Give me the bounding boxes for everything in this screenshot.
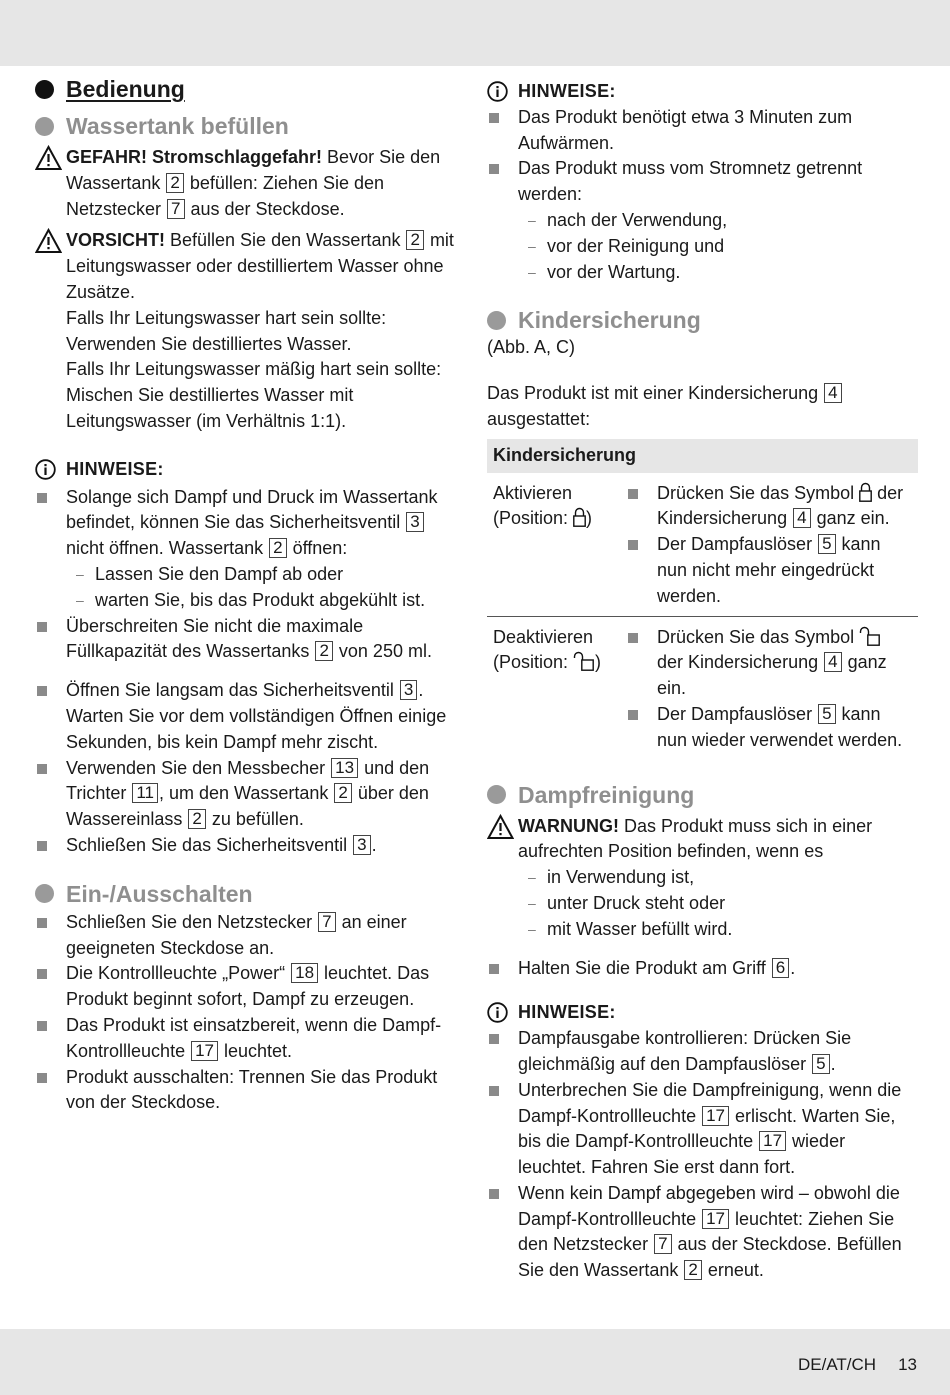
bullet-dot-icon	[35, 80, 54, 99]
ref-number: 3	[400, 680, 417, 700]
list-item: Schließen Sie den Netzstecker 7 an einer geeigneten Steckdose an.	[35, 910, 465, 962]
ref-number: 7	[318, 912, 335, 932]
list-item: Überschreiten Sie nicht die maximale Füllkapazität des Wassertanks 2 von 250 ml.	[35, 614, 465, 666]
list-item: – nach der Verwendung,	[518, 208, 917, 234]
table-row: Aktivieren (Position: ) Drücken Sie das Symbol der Kindersicherung 4 ganz ein. Der Dampfauslöser 5 kann nun nicht mehr eingedrückt werden.	[487, 473, 918, 616]
ref-number: 7	[654, 1234, 671, 1254]
ref-number: 2	[315, 641, 332, 661]
ref-number: 6	[772, 958, 789, 978]
list-item: – vor der Reinigung und	[518, 234, 917, 260]
info-circle-icon	[487, 81, 508, 102]
ref-number: 4	[793, 508, 810, 528]
ref-number: 11	[132, 783, 158, 803]
ref-number: 4	[824, 652, 841, 672]
ref-number: 17	[702, 1106, 729, 1126]
list-item: Wenn kein Dampf abgegeben wird – obwohl die Dampf-Kontrollleuchte 17 leuchtet: Ziehen Sie den Netzstecker 7 aus der Steckdose. Befüllen Sie den Wassertank 2 erneut.	[487, 1181, 917, 1284]
info-circle-icon	[487, 1002, 508, 1023]
notes-list	[487, 105, 917, 286]
list-item: Solange sich Dampf und Druck im Wassertank befindet, können Sie das Sicherheitsventil 3 nicht öffnen. Wassertank 2 öffnen: – Lassen Sie den Dampf ab oder – warten Sie, bis das Produkt abgekühlt ist.	[35, 485, 465, 614]
list-item: Das Produkt muss vom Stromnetz getrennt werden: – nach der Verwendung, – vor der Reinigung und – vor der Wartung.	[487, 156, 917, 285]
table-row: Deaktivieren (Position: ) Drücken Sie das Symbol der Kindersicherung 4 ganz ein. Der Dampfauslöser 5 kann nun wieder verwendet werden.	[487, 616, 918, 759]
warning-notice: WARNUNG! Das Produkt muss sich in einer aufrechten Position befinden, wenn es – in Verwendung ist, – unter Druck steht oder – mit Wasser befüllt wird.	[487, 814, 917, 943]
chapter-heading: Bedienung	[35, 74, 465, 104]
list-item: Verwenden Sie den Messbecher 13 und den Trichter 11 , um den Wassertank 2 über den Wassereinlass 2 zu befüllen.	[35, 756, 465, 833]
notes-heading: HINWEISE:	[35, 457, 465, 483]
ref-number: 5	[818, 704, 835, 724]
power-steps-list	[35, 910, 465, 1116]
ref-number: 2	[269, 538, 286, 558]
steam-notes-list	[487, 1026, 917, 1284]
childlock-table	[487, 439, 918, 760]
danger-warning: GEFAHR! Stromschlaggefahr! Bevor Sie den Wassertank 2 befüllen: Ziehen Sie den Netzstecker 7 aus der Steckdose.	[35, 145, 465, 222]
ref-number: 2	[684, 1260, 701, 1280]
section-heading-power: Ein-/Ausschalten	[35, 879, 465, 909]
ref-number: 7	[167, 199, 184, 219]
ref-number: 17	[759, 1131, 786, 1151]
bullet-dot-icon	[487, 785, 506, 804]
list-item: – mit Wasser befüllt wird.	[518, 917, 917, 943]
ref-number: 2	[334, 783, 351, 803]
table-header: Kindersicherung	[487, 439, 918, 473]
ref-number: 5	[812, 1054, 829, 1074]
page-number: 13	[898, 1355, 917, 1374]
notes-heading: HINWEISE:	[487, 79, 917, 105]
info-circle-icon	[35, 459, 56, 480]
list-item: – unter Druck steht oder	[518, 891, 917, 917]
right-column: HINWEISE: Das Produkt benötigt etwa 3 Minuten zum Aufwärmen. Das Produkt muss vom Stromnetz getrennt werden: – nach der Verwendung, – vor der Reinigung und – vor der Wartung. Kindersicherung (Abb. A, C) Das Produkt ist mit einer Kindersicherung 4 ausgestattet: Kindersicherung Aktivieren (Position: ) Drücken Sie das Symbol der Kindersicherung 4 ganz ein. Der Dampfauslöser 5 kann nun nicht mehr eingedrückt werden. Deaktivieren (Position: ) Drücken Sie das Symbol der Kindersicherung 4 ganz ein. Der Dampfauslöser 5 kann nun wieder verwendet werden. Dampfreinigung WARNUNG! Das Produkt muss sich in einer aufrechten Position befinden, wenn es – in Verwendung ist, – unter Druck steht oder – mit Wasser befüllt wird. Halten Sie die Produkt am Griff 6 . HINWEISE: Dampfausgabe kontrollieren: Drücken Sie gleichmäßig auf den Dampfauslöser 5 . Unterbrechen Sie die Dampfreinigung, wenn die Dampf-Kontrollleuchte 17 erlischt. Warten Sie, bis die Dampf-Kontrollleuchte 17 wieder leuchtet. Fahren Sie erst dann fort. Wenn kein Dampf abgegeben wird – obwohl die Dampf-Kontrollleuchte 17 leuchtet: Ziehen Sie den Netzstecker 7 aus der Steckdose. Befüllen Sie den Wassertank 2 erneut.	[487, 74, 917, 1284]
lock-open-icon	[573, 651, 595, 671]
lock-closed-icon	[859, 482, 872, 502]
warning-triangle-icon	[35, 228, 62, 254]
list-item: Der Dampfauslöser 5 kann nun wieder verwendet werden.	[626, 702, 912, 754]
list-item: – in Verwendung ist,	[518, 865, 917, 891]
ref-number: 18	[291, 963, 318, 983]
list-item: Die Kontrollleuchte „Power“ 18 leuchtet. Das Produkt beginnt sofort, Dampf zu erzeugen.	[35, 961, 465, 1013]
list-item: Dampfausgabe kontrollieren: Drücken Sie gleichmäßig auf den Dampfauslöser 5 .	[487, 1026, 917, 1078]
list-item: Schließen Sie das Sicherheitsventil 3 .	[35, 833, 465, 859]
list-item: Unterbrechen Sie die Dampfreinigung, wenn die Dampf-Kontrollleuchte 17 erlischt. Warten Sie, bis die Dampf-Kontrollleuchte 17 wieder leuchtet. Fahren Sie erst dann fort.	[487, 1078, 917, 1181]
section-heading-fill: Wassertank befüllen	[35, 111, 465, 141]
top-band	[0, 0, 950, 66]
steps-list	[35, 678, 465, 859]
page-footer	[798, 1352, 917, 1378]
ref-number: 13	[331, 758, 358, 778]
ref-number: 3	[406, 512, 423, 532]
ref-number: 4	[824, 383, 841, 403]
notes-heading: HINWEISE:	[487, 1000, 917, 1026]
ref-number: 2	[188, 809, 205, 829]
list-item: Öffnen Sie langsam das Sicherheitsventil 3 . Warten Sie vor dem vollständigen Öffnen einige Sekunden, bis kein Dampf mehr zischt.	[35, 678, 465, 755]
ref-number: 17	[191, 1041, 218, 1061]
warning-triangle-icon	[35, 145, 62, 171]
warning-triangle-icon	[487, 814, 514, 840]
bullet-dot-icon	[35, 884, 54, 903]
list-item: Der Dampfauslöser 5 kann nun nicht mehr eingedrückt werden.	[626, 532, 912, 609]
list-item: Das Produkt benötigt etwa 3 Minuten zum Aufwärmen.	[487, 105, 917, 157]
lock-closed-icon	[573, 507, 586, 527]
list-item: Produkt ausschalten: Trennen Sie das Produkt von der Steckdose.	[35, 1065, 465, 1117]
ref-number: 5	[818, 534, 835, 554]
list-item: Halten Sie die Produkt am Griff 6 .	[487, 956, 917, 982]
bullet-dot-icon	[487, 311, 506, 330]
list-item: Drücken Sie das Symbol der Kindersicherung 4 ganz ein.	[626, 625, 912, 702]
ref-number: 2	[166, 173, 183, 193]
list-item: – Lassen Sie den Dampf ab oder	[66, 562, 465, 588]
steam-steps-list	[487, 956, 917, 982]
ref-number: 17	[702, 1209, 729, 1229]
left-column	[35, 74, 465, 1116]
list-item: Das Produkt ist einsatzbereit, wenn die Dampf-Kontrollleuchte 17 leuchtet.	[35, 1013, 465, 1065]
ref-number: 3	[353, 835, 370, 855]
lock-open-icon	[859, 626, 881, 646]
list-item: – vor der Wartung.	[518, 260, 917, 286]
notes-list	[35, 485, 465, 666]
section-heading-childlock: Kindersicherung	[487, 305, 917, 335]
list-item: – warten Sie, bis das Produkt abgekühlt ist.	[66, 588, 465, 614]
region-label: DE/AT/CH	[798, 1355, 877, 1374]
list-item: Drücken Sie das Symbol der Kindersicherung 4 ganz ein.	[626, 481, 912, 533]
ref-number: 2	[406, 230, 423, 250]
bullet-dot-icon	[35, 117, 54, 136]
section-heading-steam: Dampfreinigung	[487, 780, 917, 810]
caution-warning: VORSICHT! Befüllen Sie den Wassertank 2 mit Leitungswasser oder destilliertem Wasser ohne Zusätze. Falls Ihr Leitungswasser hart sein sollte: Verwenden Sie destilliertes Wasser. Falls Ihr Leitungswasser mäßig hart sein sollte: Mischen Sie destilliertes Wasser mit Leitungswasser (im Verhältnis 1:1).	[35, 228, 465, 434]
